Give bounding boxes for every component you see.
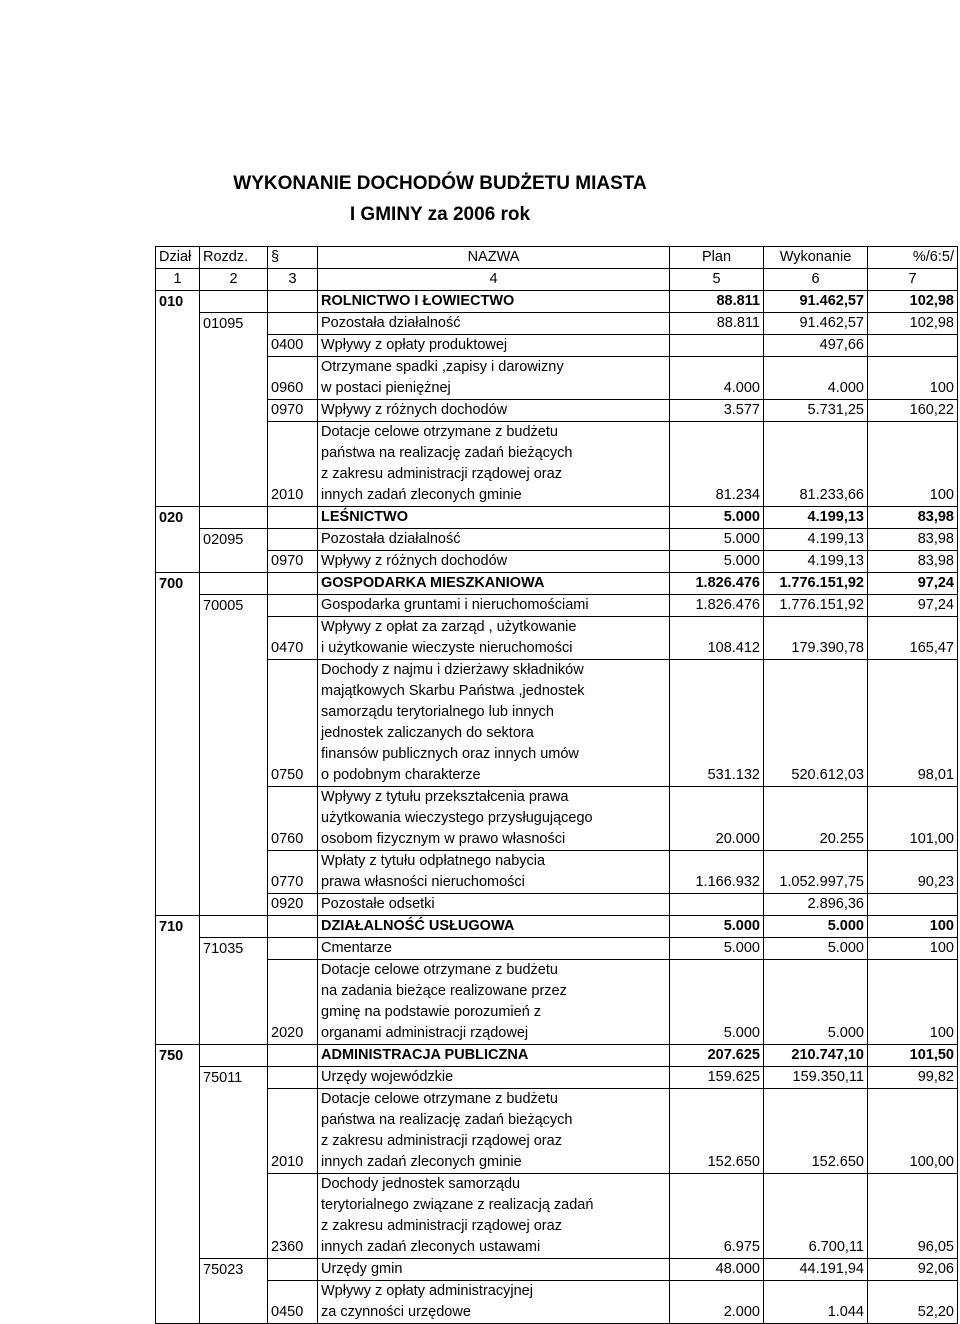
name-cell: Urzędy wojewódzkie (318, 1067, 670, 1089)
colnum-1: 1 (156, 269, 200, 291)
table-row (156, 660, 958, 787)
wykonanie-cell: 1.052.997,75 (764, 851, 868, 894)
dzial-cell: 020 (156, 507, 200, 529)
rozdz-cell (200, 1045, 268, 1067)
paragraf-cell (268, 291, 318, 313)
plan-cell: 152.650 (670, 1089, 764, 1174)
table-body (156, 291, 958, 1324)
wykonanie-cell: 2.896,36 (764, 894, 868, 916)
procent-cell: 83,98 (868, 507, 958, 529)
wykonanie-cell: 44.191,94 (764, 1259, 868, 1281)
procent-cell (868, 894, 958, 916)
wykonanie-cell: 91.462,57 (764, 291, 868, 313)
table-header (156, 247, 958, 291)
rozdz-cell (200, 357, 268, 400)
procent-cell: 96,05 (868, 1174, 958, 1259)
procent-cell (868, 335, 958, 357)
procent-cell: 101,00 (868, 787, 958, 851)
procent-cell: 83,98 (868, 529, 958, 551)
name-cell: Dochody jednostek samorządu terytorialnego związane z realizacją zadań z zakresu administracji rządowej oraz innych zadań zleconych ustawami (318, 1174, 670, 1259)
table-row (156, 787, 958, 851)
dzial-cell (156, 313, 200, 335)
name-cell: Pozostała działalność (318, 529, 670, 551)
paragraf-cell: 0770 (268, 851, 318, 894)
plan-cell: 2.000 (670, 1281, 764, 1324)
paragraf-cell (268, 938, 318, 960)
name-cell: Dochody z najmu i dzierżawy składników majątkowych Skarbu Państwa ,jednostek samorządu terytorialnego lub innych jednostek zaliczanych do sektora finansów publicznych oraz innych umów o podobnym charakterze (318, 660, 670, 787)
title-line-2: I GMINY za 2006 rok (349, 204, 531, 225)
paragraf-cell (268, 573, 318, 595)
rozdz-cell: 02095 (200, 529, 268, 551)
procent-cell: 100,00 (868, 1089, 958, 1174)
dzial-cell (156, 595, 200, 617)
wykonanie-cell: 1.044 (764, 1281, 868, 1324)
table-row (156, 335, 958, 357)
rozdz-cell: 70005 (200, 595, 268, 617)
dzial-cell (156, 1089, 200, 1174)
header-paragraf: § (268, 247, 318, 269)
paragraf-cell: 2010 (268, 422, 318, 507)
dzial-cell: 700 (156, 573, 200, 595)
plan-cell: 88.811 (670, 291, 764, 313)
rozdz-cell (200, 960, 268, 1045)
procent-cell: 165,47 (868, 617, 958, 660)
plan-cell (670, 894, 764, 916)
wykonanie-cell: 4.199,13 (764, 507, 868, 529)
procent-cell: 97,24 (868, 595, 958, 617)
table-row (156, 1045, 958, 1067)
rozdz-cell (200, 660, 268, 787)
rozdz-cell (200, 335, 268, 357)
wykonanie-cell: 5.000 (764, 916, 868, 938)
plan-cell: 1.826.476 (670, 573, 764, 595)
table-row (156, 916, 958, 938)
rozdz-cell: 01095 (200, 313, 268, 335)
dzial-cell (156, 357, 200, 400)
procent-cell: 100 (868, 422, 958, 507)
plan-cell: 5.000 (670, 916, 764, 938)
rozdz-cell: 75011 (200, 1067, 268, 1089)
paragraf-cell (268, 1067, 318, 1089)
procent-cell: 97,24 (868, 573, 958, 595)
name-cell: Pozostała działalność (318, 313, 670, 335)
dzial-cell (156, 1067, 200, 1089)
dzial-cell (156, 894, 200, 916)
plan-cell: 207.625 (670, 1045, 764, 1067)
name-cell: Wpływy z opłat za zarząd , użytkowanie i użytkowanie wieczyste nieruchomości (318, 617, 670, 660)
dzial-cell (156, 787, 200, 851)
table-row (156, 313, 958, 335)
rozdz-cell: 71035 (200, 938, 268, 960)
wykonanie-cell: 4.000 (764, 357, 868, 400)
name-cell: Gospodarka gruntami i nieruchomościami (318, 595, 670, 617)
procent-cell: 102,98 (868, 291, 958, 313)
table-row (156, 617, 958, 660)
plan-cell: 81.234 (670, 422, 764, 507)
plan-cell: 20.000 (670, 787, 764, 851)
header-plan: Plan (670, 247, 764, 269)
dzial-cell (156, 1281, 200, 1324)
paragraf-cell: 0970 (268, 400, 318, 422)
name-cell: Dotacje celowe otrzymane z budżetu państwa na realizację zadań bieżących z zakresu administracji rządowej oraz innych zadań zleconych gminie (318, 422, 670, 507)
wykonanie-cell: 497,66 (764, 335, 868, 357)
dzial-cell: 710 (156, 916, 200, 938)
procent-cell: 102,98 (868, 313, 958, 335)
plan-cell: 5.000 (670, 960, 764, 1045)
dzial-cell: 010 (156, 291, 200, 313)
wykonanie-cell: 4.199,13 (764, 529, 868, 551)
dzial-cell (156, 422, 200, 507)
name-cell: ADMINISTRACJA PUBLICZNA (318, 1045, 670, 1067)
colnum-3: 3 (268, 269, 318, 291)
plan-cell: 1.166.932 (670, 851, 764, 894)
wykonanie-cell: 159.350,11 (764, 1067, 868, 1089)
wykonanie-cell: 1.776.151,92 (764, 573, 868, 595)
paragraf-cell (268, 313, 318, 335)
rozdz-cell (200, 617, 268, 660)
dzial-cell (156, 660, 200, 787)
wykonanie-cell: 152.650 (764, 1089, 868, 1174)
rozdz-cell (200, 787, 268, 851)
table-row (156, 1281, 958, 1324)
paragraf-cell (268, 595, 318, 617)
table-row (156, 400, 958, 422)
plan-cell: 5.000 (670, 529, 764, 551)
table-row (156, 595, 958, 617)
procent-cell: 100 (868, 938, 958, 960)
wykonanie-cell: 5.000 (764, 960, 868, 1045)
rozdz-cell (200, 851, 268, 894)
table-row (156, 1067, 958, 1089)
procent-cell: 100 (868, 916, 958, 938)
document-title (0, 168, 880, 230)
procent-cell: 52,20 (868, 1281, 958, 1324)
dzial-cell (156, 617, 200, 660)
plan-cell: 4.000 (670, 357, 764, 400)
name-cell: Wpływy z opłaty administracyjnej za czynności urzędowe (318, 1281, 670, 1324)
colnum-6: 6 (764, 269, 868, 291)
dzial-cell (156, 851, 200, 894)
rozdz-cell: 75023 (200, 1259, 268, 1281)
header-row (156, 247, 958, 269)
header-dzial: Dział (156, 247, 200, 269)
wykonanie-cell: 6.700,11 (764, 1174, 868, 1259)
name-cell: Pozostałe odsetki (318, 894, 670, 916)
colnum-2: 2 (200, 269, 268, 291)
paragraf-cell: 0920 (268, 894, 318, 916)
name-cell: LEŚNICTWO (318, 507, 670, 529)
rozdz-cell (200, 551, 268, 573)
paragraf-cell (268, 1259, 318, 1281)
procent-cell: 100 (868, 960, 958, 1045)
dzial-cell (156, 1259, 200, 1281)
plan-cell: 5.000 (670, 938, 764, 960)
name-cell: Otrzymane spadki ,zapisy i darowizny w postaci pieniężnej (318, 357, 670, 400)
name-cell: Urzędy gmin (318, 1259, 670, 1281)
table-row (156, 1089, 958, 1174)
paragraf-cell: 0760 (268, 787, 318, 851)
colnum-5: 5 (670, 269, 764, 291)
paragraf-cell: 0450 (268, 1281, 318, 1324)
procent-cell: 90,23 (868, 851, 958, 894)
wykonanie-cell: 91.462,57 (764, 313, 868, 335)
paragraf-cell: 0960 (268, 357, 318, 400)
dzial-cell (156, 551, 200, 573)
header-rozdz: Rozdz. (200, 247, 268, 269)
name-cell: Wpływy z tytułu przekształcenia prawa użytkowania wieczystego przysługującego osobom fizycznym w prawo własności (318, 787, 670, 851)
dzial-cell (156, 400, 200, 422)
plan-cell: 159.625 (670, 1067, 764, 1089)
name-cell: Wpływy z różnych dochodów (318, 400, 670, 422)
dzial-cell (156, 335, 200, 357)
name-cell: Dotacje celowe otrzymane z budżetu państwa na realizację zadań bieżących z zakresu administracji rządowej oraz innych zadań zleconych gminie (318, 1089, 670, 1174)
wykonanie-cell: 210.747,10 (764, 1045, 868, 1067)
plan-cell: 5.000 (670, 507, 764, 529)
procent-cell: 100 (868, 357, 958, 400)
rozdz-cell (200, 573, 268, 595)
plan-cell: 108.412 (670, 617, 764, 660)
paragraf-cell: 0750 (268, 660, 318, 787)
wykonanie-cell: 520.612,03 (764, 660, 868, 787)
procent-cell: 83,98 (868, 551, 958, 573)
paragraf-cell: 2020 (268, 960, 318, 1045)
table-row (156, 529, 958, 551)
title-line-1: WYKONANIE DOCHODÓW BUDŻETU MIASTA (233, 173, 647, 194)
rozdz-cell (200, 507, 268, 529)
name-cell: DZIAŁALNOŚĆ USŁUGOWA (318, 916, 670, 938)
plan-cell (670, 335, 764, 357)
table-row (156, 960, 958, 1045)
name-cell: GOSPODARKA MIESZKANIOWA (318, 573, 670, 595)
wykonanie-cell: 179.390,78 (764, 617, 868, 660)
header-nazwa: NAZWA (318, 247, 670, 269)
table-row (156, 894, 958, 916)
rozdz-cell (200, 1281, 268, 1324)
paragraf-cell: 2360 (268, 1174, 318, 1259)
name-cell: Cmentarze (318, 938, 670, 960)
table-row (156, 291, 958, 313)
table-row (156, 573, 958, 595)
paragraf-cell: 0400 (268, 335, 318, 357)
table-row (156, 938, 958, 960)
table-row (156, 357, 958, 400)
rozdz-cell (200, 291, 268, 313)
plan-cell: 1.826.476 (670, 595, 764, 617)
wykonanie-cell: 81.233,66 (764, 422, 868, 507)
procent-cell: 92,06 (868, 1259, 958, 1281)
rozdz-cell (200, 1174, 268, 1259)
paragraf-cell: 0470 (268, 617, 318, 660)
colnum-7: 7 (868, 269, 958, 291)
dzial-cell (156, 529, 200, 551)
name-cell: Wpłaty z tytułu odpłatnego nabycia prawa własności nieruchomości (318, 851, 670, 894)
wykonanie-cell: 20.255 (764, 787, 868, 851)
dzial-cell: 750 (156, 1045, 200, 1067)
paragraf-cell (268, 507, 318, 529)
plan-cell: 3.577 (670, 400, 764, 422)
table-row (156, 851, 958, 894)
rozdz-cell (200, 422, 268, 507)
name-cell: ROLNICTWO I ŁOWIECTWO (318, 291, 670, 313)
header-wykonanie: Wykonanie (764, 247, 868, 269)
budget-table (155, 246, 958, 1324)
table-row (156, 422, 958, 507)
plan-cell: 6.975 (670, 1174, 764, 1259)
plan-cell: 88.811 (670, 313, 764, 335)
table-row (156, 1259, 958, 1281)
header-procent: %/6:5/ (868, 247, 958, 269)
colnum-4: 4 (318, 269, 670, 291)
table-row (156, 1174, 958, 1259)
table-row (156, 507, 958, 529)
paragraf-cell (268, 529, 318, 551)
plan-cell: 5.000 (670, 551, 764, 573)
rozdz-cell (200, 400, 268, 422)
rozdz-cell (200, 916, 268, 938)
wykonanie-cell: 1.776.151,92 (764, 595, 868, 617)
name-cell: Dotacje celowe otrzymane z budżetu na zadania bieżące realizowane przez gminę na podstawie porozumień z organami administracji rządowej (318, 960, 670, 1045)
table-row (156, 551, 958, 573)
procent-cell: 99,82 (868, 1067, 958, 1089)
rozdz-cell (200, 1089, 268, 1174)
dzial-cell (156, 960, 200, 1045)
plan-cell: 531.132 (670, 660, 764, 787)
paragraf-cell: 0970 (268, 551, 318, 573)
column-number-row (156, 269, 958, 291)
procent-cell: 101,50 (868, 1045, 958, 1067)
plan-cell: 48.000 (670, 1259, 764, 1281)
wykonanie-cell: 5.000 (764, 938, 868, 960)
dzial-cell (156, 938, 200, 960)
paragraf-cell: 2010 (268, 1089, 318, 1174)
wykonanie-cell: 5.731,25 (764, 400, 868, 422)
name-cell: Wpływy z opłaty produktowej (318, 335, 670, 357)
procent-cell: 160,22 (868, 400, 958, 422)
paragraf-cell (268, 1045, 318, 1067)
wykonanie-cell: 4.199,13 (764, 551, 868, 573)
name-cell: Wpływy z różnych dochodów (318, 551, 670, 573)
paragraf-cell (268, 916, 318, 938)
dzial-cell (156, 1174, 200, 1259)
rozdz-cell (200, 894, 268, 916)
procent-cell: 98,01 (868, 660, 958, 787)
